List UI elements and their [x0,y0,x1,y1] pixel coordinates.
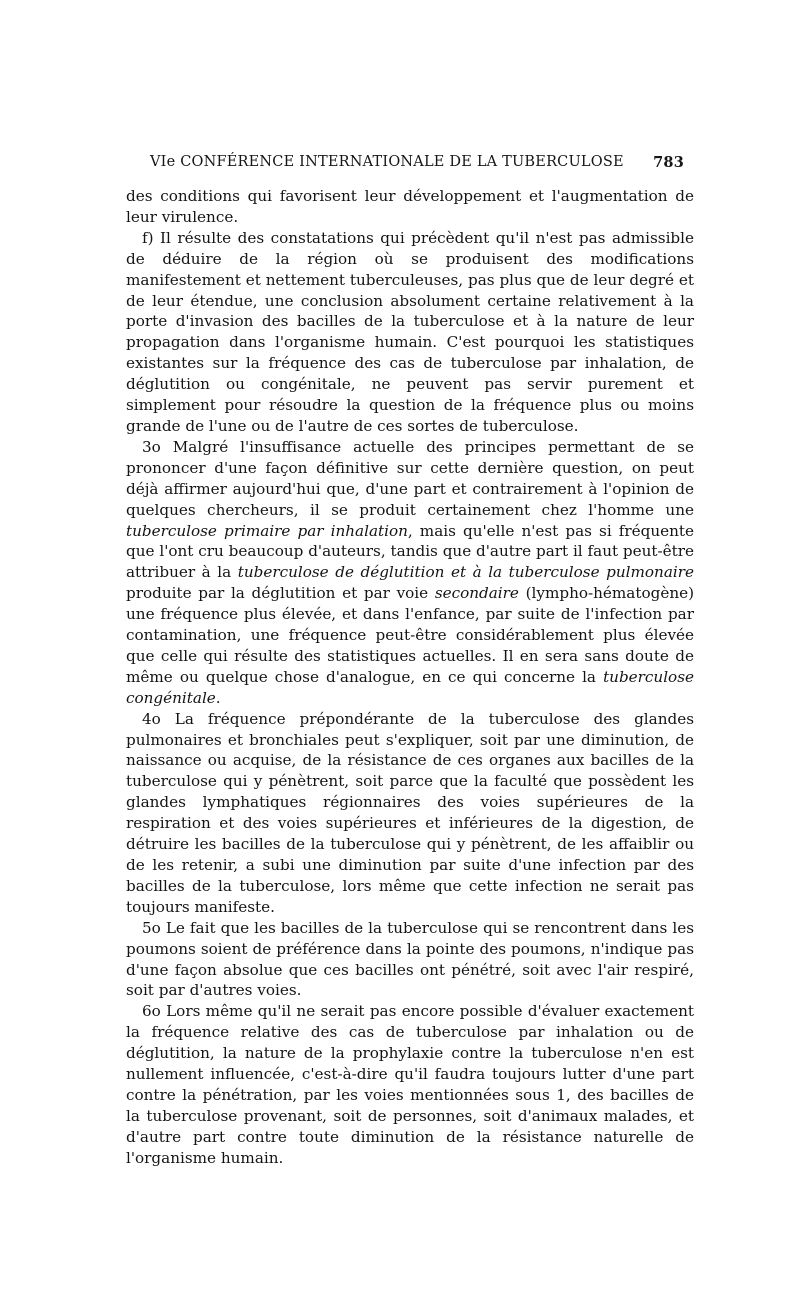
running-title: VIe CONFÉRENCE INTERNATIONALE DE LA TUBERCULOSE [150,154,624,170]
paragraph-4: 4o La fréquence prépondérante de la tuberculose des glandes pulmonaires et bronchiales peut s'expliquer, soit par une diminution, de naissance ou acquise, de la résistance de ces organes aux bacilles de la tuberculose qui y pénètrent, soit parce que la faculté que possèdent les glandes lymphatiques régionnaires des voies supérieures de la respiration et des voies supérieures et inférieures de la digestion, de détruire les bacilles de la tuberculose qui y pénètrent, de les affaiblir ou de les retenir, a subi une diminution par suite d'une infection par des bacilles de la tuberculose, lors même que cette infection ne serait pas toujours manifeste. [126,709,694,916]
paragraph-3-text-i: . [215,688,221,707]
paragraph-3-italic-h: tuberculose congénitale [126,667,694,707]
body-text [126,186,694,1169]
paragraph-3-italic-f: secondaire [434,584,519,603]
paragraph-f: f) Il résulte des constatations qui précèdent qu'il n'est pas admissible de déduire de la région où se produisent des modifications manifestement et nettement tuberculeuses, pas plus que de leur degré et de leur étendue, une conclusion absolument certaine relativement à la porte d'invasion des bacilles de la tuberculose et à la nature de leur propagation dans l'organisme humain. C'est pourquoi les statistiques existantes sur la fréquence des cas de tuberculose par inhalation, de déglutition ou congénitale, ne peuvent pas servir purement et simplement pour résoudre la question de la fréquence plus ou moins grande de l'une ou de l'autre de ces sortes de tuberculose. [126,228,694,435]
page-number: 783 [653,154,684,171]
paragraph-5: 5o Le fait que les bacilles de la tuberculose qui se rencontrent dans les poumons soient de préférence dans la pointe des poumons, n'indique pas d'une façon absolue que ces bacilles ont pénétré, soit avec l'air respiré, soit par d'autres voies. [126,918,694,1000]
paragraph-3-italic-d: tuberculose de déglutition et à la tuberculose pulmonaire [237,563,694,582]
paragraph-3-italic-b: tuberculose primaire par inhalation [126,521,408,540]
paragraph-3 [126,437,694,709]
paragraph-3-text-g: (lympho-hématogène) une fréquence plus élevée, et dans l'enfance, par suite de l'infection par contamination, une fréquence peut-être considérablement plus élevée que celle qui résulte des statistiques actuelles. Il en sera sans doute de même ou quelque chose d'analogue, en ce qui concerne la [126,584,695,686]
paragraph-6: 6o Lors même qu'il ne serait pas encore possible d'évaluer exactement la fréquence relative des cas de tuberculose par inhalation ou de déglutition, la nature de la prophylaxie contre la tuberculose n'en est nullement influencée, c'est-à-dire qu'il faudra toujours lutter d'une part contre la pénétration, par les voies mentionnées sous 1, des bacilles de la tuberculose provenant, soit de personnes, soit d'animaux malades, et d'autre part contre toute diminution de la résistance naturelle de l'organisme humain. [126,1002,694,1167]
paragraph-continuation: des conditions qui favorisent leur développement et l'augmentation de leur virulence. [126,187,694,226]
paragraph-3-text-a: 3o Malgré l'insuffisance actuelle des principes permettant de se prononcer d'une façon définitive sur cette dernière question, on peut déjà affirmer aujourd'hui que, d'une part et contrairement à l'opinion de quelques chercheurs, il se produit certainement chez l'homme une [126,437,694,519]
running-header [126,152,694,178]
book-page [126,152,694,1169]
paragraph-3-text-c: , mais qu'elle n'est pas si fréquente que l'ont cru beaucoup d'auteurs, tandis que d'autre part il faut peut-être attribuer à la [126,521,694,582]
paragraph-3-text-e: produite par la déglutition et par voie [126,584,435,603]
